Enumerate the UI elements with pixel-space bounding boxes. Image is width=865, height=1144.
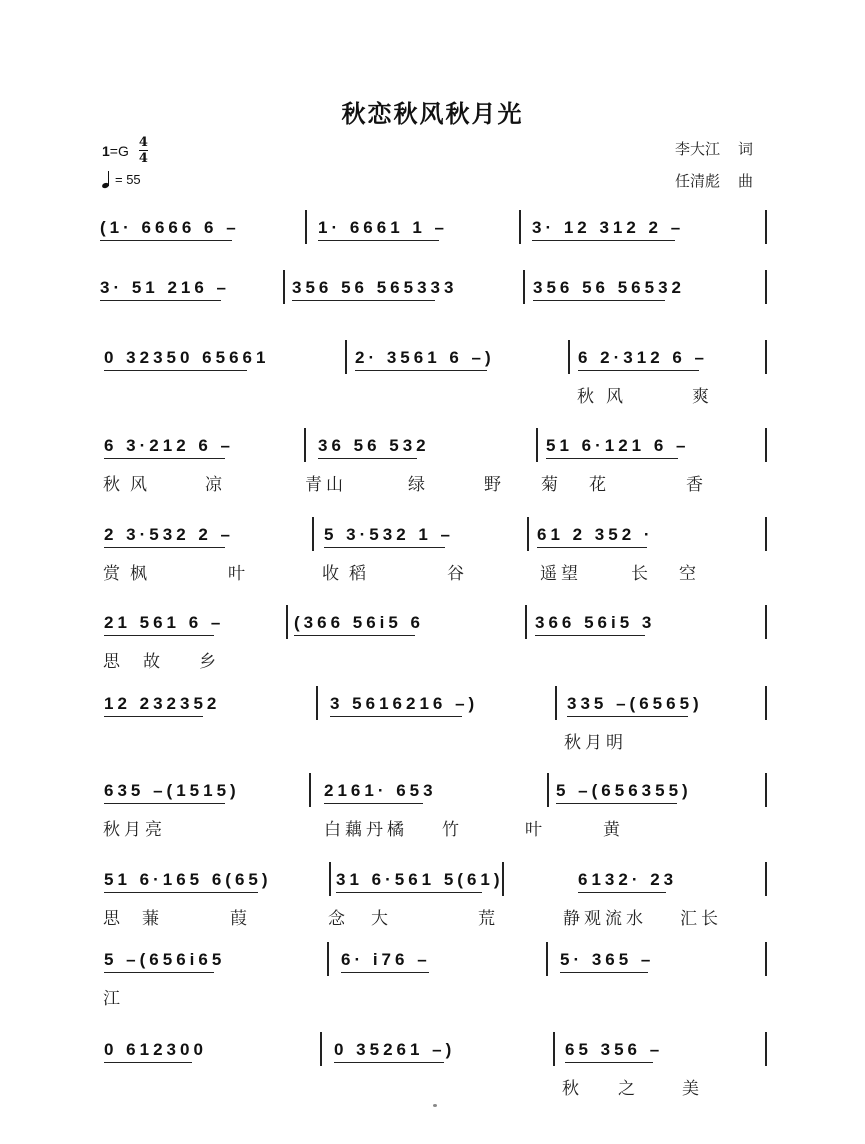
barline <box>305 210 307 244</box>
beam-line <box>355 370 487 371</box>
lyricist-credit <box>675 138 753 159</box>
lyric: 乡 <box>199 652 220 672</box>
barline <box>320 1032 322 1066</box>
barline <box>523 270 525 304</box>
measure: 61 2 352 · <box>537 525 654 544</box>
barline <box>568 340 570 374</box>
lyric: 长 <box>631 564 652 584</box>
beam-line <box>578 370 699 371</box>
measure: 6· i76 – <box>341 950 431 969</box>
beam-line <box>104 547 225 548</box>
lyric: 爽 <box>692 387 713 407</box>
beam-line <box>560 972 648 973</box>
lyric: 黄 <box>603 820 624 840</box>
measure: 0 612300 <box>104 1040 207 1059</box>
measure: 3· 12 312 2 – <box>532 218 685 237</box>
measure: 6 2·312 6 – <box>578 348 709 367</box>
lyric: 绿 <box>408 475 429 495</box>
measure: 2· 3561 6 –) <box>355 348 495 367</box>
beam-line <box>567 716 688 717</box>
barline <box>345 340 347 374</box>
measure: 2161· 653 <box>324 781 437 800</box>
lyric: 静观流水 <box>563 909 647 929</box>
quarter-note-icon <box>102 170 112 188</box>
time-sig-bottom: 4 <box>138 151 148 166</box>
beam-line <box>324 803 423 804</box>
beam-line <box>104 972 214 973</box>
beam-line <box>578 892 666 893</box>
measure: 366 56i5 3 <box>535 613 656 632</box>
measure: 1· 6661 1 – <box>318 218 449 237</box>
lyric: 秋月亮 <box>103 820 166 840</box>
key-letter: =G <box>109 142 129 159</box>
beam-line <box>104 716 203 717</box>
time-signature <box>139 136 148 165</box>
lyric: 之 <box>618 1079 639 1099</box>
beam-line <box>104 458 225 459</box>
beam-line <box>104 803 225 804</box>
measure: 51 6·121 6 – <box>546 436 690 455</box>
barline <box>765 686 767 720</box>
barline <box>765 517 767 551</box>
barline <box>286 605 288 639</box>
lyric: 青山 <box>305 475 347 495</box>
barline <box>283 270 285 304</box>
time-sig-top: 4 <box>138 135 148 150</box>
barline <box>519 210 521 244</box>
beam-line <box>294 635 415 636</box>
beam-line <box>546 458 678 459</box>
beam-line <box>100 240 232 241</box>
lyric: 美 <box>682 1079 703 1099</box>
lyric: 秋月明 <box>564 733 627 753</box>
lyric: 秋 <box>577 387 598 407</box>
lyric: 叶 <box>228 564 249 584</box>
measure: 335 –(6565) <box>567 694 703 713</box>
barline <box>765 773 767 807</box>
barline <box>553 1032 555 1066</box>
barline <box>316 686 318 720</box>
barline <box>546 942 548 976</box>
lyric: 风 <box>130 475 151 495</box>
beam-line <box>334 1062 444 1063</box>
lyricist-role: 词 <box>738 141 754 158</box>
composer-name: 任清彪 <box>675 173 721 190</box>
lyric: 谷 <box>447 564 468 584</box>
page-mark <box>433 1104 437 1107</box>
beam-line <box>104 635 214 636</box>
beam-line <box>535 635 645 636</box>
lyric: 叶 <box>525 820 546 840</box>
barline <box>527 517 529 551</box>
measure: 3 5616216 –) <box>330 694 479 713</box>
barline <box>765 428 767 462</box>
measure: (366 56i5 6 <box>294 613 425 632</box>
barline <box>525 605 527 639</box>
beam-line <box>556 803 677 804</box>
song-title: 秋恋秋风秋月光 <box>341 99 524 128</box>
lyricist-name: 李大江 <box>675 141 721 158</box>
beam-line <box>104 892 258 893</box>
lyric: 竹 <box>442 820 463 840</box>
beam-line <box>100 300 221 301</box>
tempo-marking <box>102 170 141 188</box>
measure: 356 56 565333 <box>292 278 458 297</box>
lyric: 思 <box>103 652 124 672</box>
lyric: 秋 <box>103 475 124 495</box>
barline <box>765 1032 767 1066</box>
lyric: 赏 <box>103 564 124 584</box>
measure: 0 32350 65661 <box>104 348 270 367</box>
lyric: 野 <box>484 475 505 495</box>
lyric: 收 <box>322 564 343 584</box>
measure: 6 3·212 6 – <box>104 436 235 455</box>
beam-line <box>104 1062 192 1063</box>
measure: (1· 6666 6 – <box>100 218 240 237</box>
lyric: 念 <box>328 909 349 929</box>
beam-line <box>318 458 417 459</box>
barline <box>327 942 329 976</box>
barline <box>765 340 767 374</box>
lyric: 大 <box>371 909 392 929</box>
measure: 12 232352 <box>104 694 221 713</box>
barline <box>309 773 311 807</box>
beam-line <box>533 300 665 301</box>
tempo-value: = 55 <box>115 171 141 187</box>
measure: 36 56 532 <box>318 436 430 455</box>
measure: 51 6·165 6(65) <box>104 870 272 889</box>
barline <box>547 773 549 807</box>
barline <box>765 270 767 304</box>
beam-line <box>330 716 462 717</box>
lyric: 蒹 <box>142 909 163 929</box>
lyric: 香 <box>686 475 707 495</box>
measure: 5· 365 – <box>560 950 655 969</box>
measure: 2 3·532 2 – <box>104 525 235 544</box>
lyric: 江 <box>103 989 124 1009</box>
barline <box>765 605 767 639</box>
measure: 635 –(1515) <box>104 781 240 800</box>
key-number: 1 <box>102 142 110 159</box>
measure: 0 35261 –) <box>334 1040 456 1059</box>
barline <box>536 428 538 462</box>
lyric: 遥望 <box>540 564 582 584</box>
lyric: 菊 <box>541 475 562 495</box>
lyric: 白藕丹橘 <box>324 820 408 840</box>
barline <box>329 862 331 896</box>
beam-line <box>532 240 675 241</box>
beam-line <box>104 370 247 371</box>
lyric: 汇长 <box>680 909 722 929</box>
barline <box>765 942 767 976</box>
barline <box>555 686 557 720</box>
measure: 31 6·561 5(61) <box>336 870 504 889</box>
key-signature <box>102 136 148 165</box>
measure: 356 56 56532 <box>533 278 685 297</box>
composer-role: 曲 <box>738 173 754 190</box>
lyric: 枫 <box>130 564 151 584</box>
lyric: 葭 <box>230 909 251 929</box>
measure: 3· 51 216 – <box>100 278 231 297</box>
lyric: 风 <box>606 387 627 407</box>
measure: 5 3·532 1 – <box>324 525 455 544</box>
lyric: 凉 <box>205 475 226 495</box>
beam-line <box>341 972 429 973</box>
lyric: 花 <box>589 475 610 495</box>
barline <box>312 517 314 551</box>
beam-line <box>336 892 482 893</box>
lyric: 思 <box>103 909 124 929</box>
beam-line <box>324 547 445 548</box>
lyric: 荒 <box>478 909 499 929</box>
beam-line <box>565 1062 653 1063</box>
composer-credit <box>675 170 753 191</box>
beam-line <box>292 300 435 301</box>
lyric: 秋 <box>562 1079 583 1099</box>
lyric: 稻 <box>349 564 370 584</box>
measure: 5 –(656i65 <box>104 950 226 969</box>
measure: 65 356 – <box>565 1040 664 1059</box>
measure: 5 –(656355) <box>556 781 692 800</box>
lyric: 故 <box>143 652 164 672</box>
barline <box>765 862 767 896</box>
measure: 21 561 6 – <box>104 613 225 632</box>
lyric: 空 <box>679 564 700 584</box>
barline <box>304 428 306 462</box>
measure: 6132· 23 <box>578 870 678 889</box>
beam-line <box>318 240 439 241</box>
beam-line <box>537 547 647 548</box>
barline <box>765 210 767 244</box>
